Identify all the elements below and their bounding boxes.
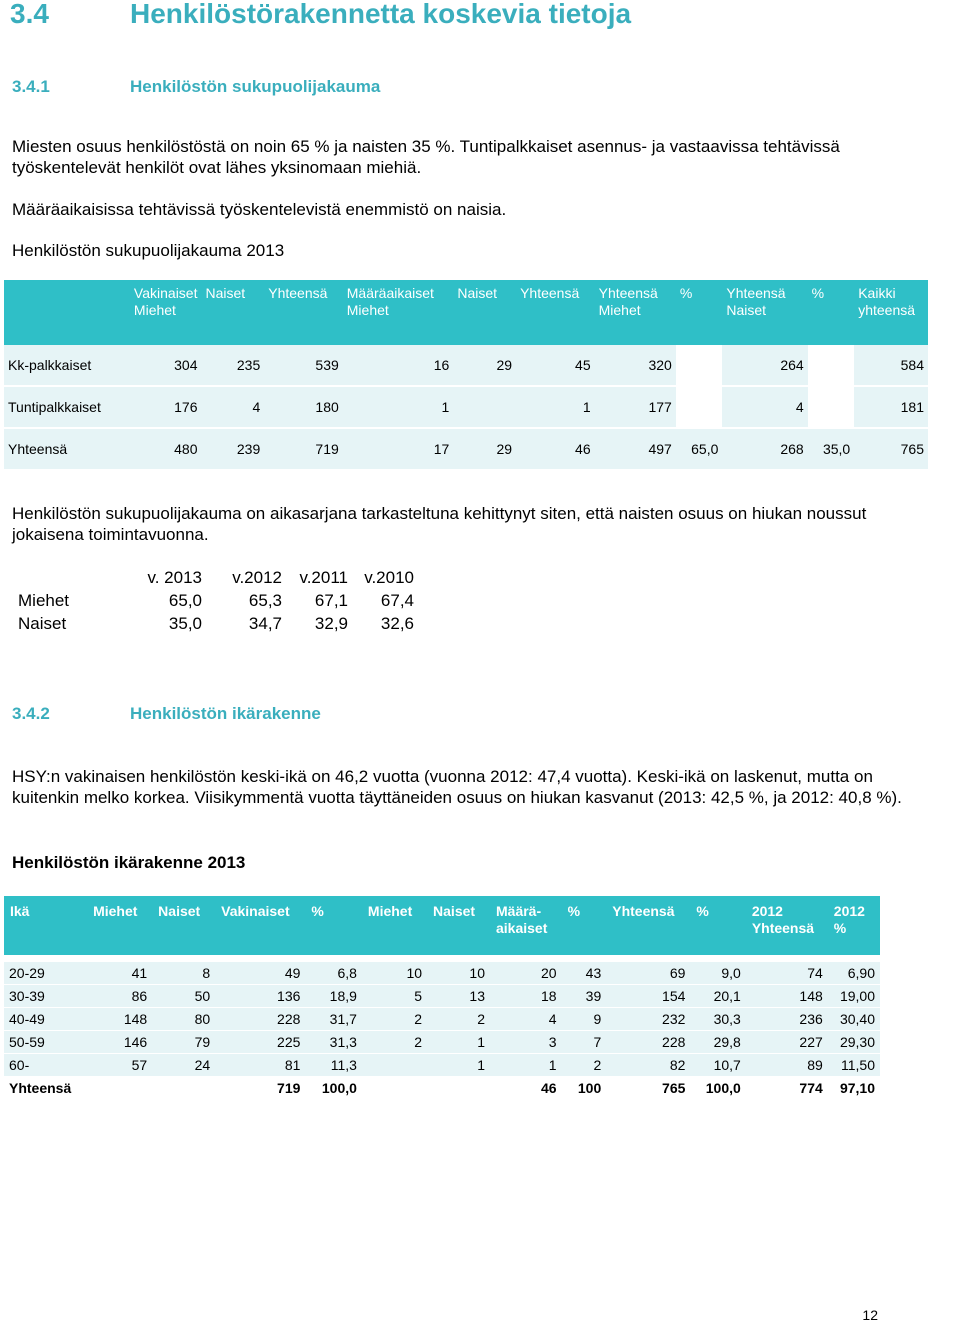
table-1-cell: 268 — [722, 428, 807, 470]
table-2-total-cell: 100 — [562, 1077, 607, 1100]
table-2-total-cell: 765 — [606, 1077, 690, 1100]
table-1-cell: 35,0 — [808, 428, 855, 470]
table-1-header: Kaikki yhteensä — [854, 280, 928, 345]
table-2-total-cell: 97,10 — [828, 1077, 880, 1100]
table-2-total-cell: 719 — [215, 1077, 305, 1100]
small-table-cell: Miehet — [18, 590, 70, 610]
table-1-cell: 1 — [516, 386, 595, 428]
small-table-cell: v. 2013 — [147, 567, 202, 587]
table-2-total-cell: Yhteensä — [4, 1077, 87, 1100]
table-2-cell: 148 — [746, 985, 828, 1008]
table-2-cell: 41 — [87, 962, 152, 985]
table-2-cell: 89 — [746, 1054, 828, 1077]
table-1-cell: 719 — [264, 428, 343, 470]
table-1-cell: 235 — [201, 345, 264, 386]
table-2-cell: 11,50 — [828, 1054, 880, 1077]
small-table-cell — [12, 566, 128, 589]
table-2-header: Ikä — [4, 896, 87, 955]
table-2-cell: 6,90 — [828, 962, 880, 985]
table-1-header: Naiset — [453, 280, 516, 345]
table-1-cell: 180 — [264, 386, 343, 428]
small-table-cell: v.2012 — [232, 567, 282, 587]
small-table-cell: v.2011 — [299, 567, 348, 587]
table-2-cell: 49 — [215, 962, 305, 985]
table-2-cell: 225 — [215, 1031, 305, 1054]
table-2-cell: 69 — [606, 962, 690, 985]
table-1-header: % — [676, 280, 723, 345]
table-2-header: 2012 Yhteensä — [746, 896, 828, 955]
table-2-cell: 20,1 — [690, 985, 745, 1008]
heading-number: 3.4 — [10, 0, 49, 29]
table-1-header: % — [808, 280, 855, 345]
table-1-cell: 497 — [595, 428, 676, 470]
table-2-cell: 31,7 — [305, 1008, 362, 1031]
gender-time-series-table — [12, 566, 414, 635]
table-row — [4, 1031, 880, 1054]
table-2-total-cell — [152, 1077, 215, 1100]
table-1-cell: 17 — [343, 428, 454, 470]
table-1-cell: Yhteensä — [4, 428, 130, 470]
table-total-row — [4, 1077, 880, 1100]
table-1-cell: 65,0 — [676, 428, 723, 470]
table-1-cell: 4 — [722, 386, 807, 428]
small-table-cell: 65,0 — [168, 590, 202, 610]
table-1-cell: 45 — [516, 345, 595, 386]
table-2-header: % — [690, 896, 745, 955]
table-row — [4, 345, 928, 386]
table-1-header — [4, 280, 130, 345]
table-1-header: Yhteensä Naiset — [722, 280, 807, 345]
table-2-cell: 79 — [152, 1031, 215, 1054]
table-1-title: Henkilöstön sukupuolijakauma 2013 — [12, 241, 285, 260]
table-2-cell — [362, 1054, 427, 1077]
table-2-title: Henkilöstön ikärakenne 2013 — [12, 853, 246, 872]
table-1-cell: 480 — [130, 428, 202, 470]
small-table-cell: 67,1 — [314, 590, 348, 610]
table-2-cell: 11,3 — [305, 1054, 362, 1077]
table-1-cell — [676, 386, 723, 428]
table-2-cell: 10 — [362, 962, 427, 985]
age-structure-table — [4, 896, 880, 1100]
heading-title: Henkilöstörakennetta koskevia tietoja — [130, 0, 632, 29]
table-2-cell: 60- — [4, 1054, 87, 1077]
table-2-total-cell — [362, 1077, 427, 1100]
table-2-cell: 82 — [606, 1054, 690, 1077]
table-2-cell: 7 — [562, 1031, 607, 1054]
table-2-header: % — [305, 896, 362, 955]
table-2-cell: 43 — [562, 962, 607, 985]
small-table-row — [12, 589, 414, 612]
table-2-total-cell: 100,0 — [690, 1077, 745, 1100]
paragraph-3: Henkilöstön sukupuolijakauma on aikasarjana tarkasteltuna kehittynyt siten, että naisten osuus on hiukan noussut jokaisena toimintavuonna. — [12, 504, 867, 544]
table-2-cell: 2 — [427, 1008, 490, 1031]
table-2-cell: 13 — [427, 985, 490, 1008]
table-2-cell: 20-29 — [4, 962, 87, 985]
table-2-header: Naiset — [152, 896, 215, 955]
table-1-cell: 584 — [854, 345, 928, 386]
section-2-number: 3.4.2 — [12, 704, 50, 723]
table-1-cell — [453, 386, 516, 428]
table-2-header: Naiset — [427, 896, 490, 955]
table-2-cell: 30,40 — [828, 1008, 880, 1031]
section-1-title: Henkilöstön sukupuolijakauma — [130, 77, 381, 96]
table-1-header: Määräaikaiset Miehet — [343, 280, 454, 345]
small-table-cell: 32,9 — [314, 613, 348, 633]
table-row — [4, 1054, 880, 1077]
table-2-cell: 4 — [490, 1008, 562, 1031]
table-2-cell: 236 — [746, 1008, 828, 1031]
table-2-cell: 136 — [215, 985, 305, 1008]
small-table-cell: 35,0 — [168, 613, 202, 633]
table-2-header: Määrä-aikaiset — [490, 896, 562, 955]
page-heading — [10, 0, 631, 30]
table-2-cell: 228 — [215, 1008, 305, 1031]
table-2-cell: 228 — [606, 1031, 690, 1054]
table-1-cell: Kk-palkkaiset — [4, 345, 130, 386]
table-1-header: Vakinaiset Miehet — [130, 280, 202, 345]
small-table-cell: Naiset — [18, 613, 67, 633]
table-2-total-cell: 46 — [490, 1077, 562, 1100]
table-2-cell: 227 — [746, 1031, 828, 1054]
table-2-cell: 146 — [87, 1031, 152, 1054]
table-2-cell: 2 — [362, 1008, 427, 1031]
table-2-cell: 50-59 — [4, 1031, 87, 1054]
table-2-cell: 29,30 — [828, 1031, 880, 1054]
table-2-cell: 1 — [427, 1054, 490, 1077]
table-2-cell: 24 — [152, 1054, 215, 1077]
table-2-cell: 2 — [362, 1031, 427, 1054]
table-1-cell: 264 — [722, 345, 807, 386]
small-table-row — [12, 566, 414, 589]
table-2-cell: 39 — [562, 985, 607, 1008]
table-1-cell: 239 — [201, 428, 264, 470]
table-2-cell: 10 — [427, 962, 490, 985]
table-2-cell: 232 — [606, 1008, 690, 1031]
table-1-header: Yhteensä Miehet — [595, 280, 676, 345]
table-2-header: Yhteensä — [606, 896, 690, 955]
table-1-header: Yhteensä — [516, 280, 595, 345]
table-2-total-cell: 100,0 — [305, 1077, 362, 1100]
table-1-cell: 765 — [854, 428, 928, 470]
table-2-header: % — [562, 896, 607, 955]
paragraph-1: Miesten osuus henkilöstöstä on noin 65 % ja naisten 35 %. Tuntipalkkaiset asennus- ja vastaavissa tehtävissä työskentelevät henkilöt ovat lähes yksinomaan miehiä. — [12, 137, 840, 177]
gender-distribution-table — [4, 280, 928, 471]
table-2-cell: 18 — [490, 985, 562, 1008]
table-2-cell: 20 — [490, 962, 562, 985]
table-2-cell: 6,8 — [305, 962, 362, 985]
table-1-cell: Tuntipalkkaiset — [4, 386, 130, 428]
table-1-cell: 177 — [595, 386, 676, 428]
section-heading-2 — [12, 704, 321, 724]
table-row — [4, 1008, 880, 1031]
table-2-cell: 1 — [427, 1031, 490, 1054]
table-2-cell: 2 — [562, 1054, 607, 1077]
table-2-header: Vakinaiset — [215, 896, 305, 955]
small-table-cell: v.2010 — [364, 567, 414, 587]
small-table-row — [12, 612, 414, 635]
table-2-cell: 50 — [152, 985, 215, 1008]
section-heading-1 — [12, 77, 380, 97]
table-2-cell: 9,0 — [690, 962, 745, 985]
table-2-header: Miehet — [362, 896, 427, 955]
table-1-cell: 320 — [595, 345, 676, 386]
table-2-cell: 40-49 — [4, 1008, 87, 1031]
small-table-cell: 65,3 — [248, 590, 282, 610]
table-2-cell: 3 — [490, 1031, 562, 1054]
table-row — [4, 962, 880, 985]
small-table-cell: 67,4 — [380, 590, 414, 610]
page-number: 12 — [862, 1307, 878, 1323]
table-2-cell: 30-39 — [4, 985, 87, 1008]
table-1-cell: 46 — [516, 428, 595, 470]
table-1-cell: 1 — [343, 386, 454, 428]
table-2-cell: 18,9 — [305, 985, 362, 1008]
table-2-cell: 81 — [215, 1054, 305, 1077]
table-2-cell: 29,8 — [690, 1031, 745, 1054]
table-2-cell: 31,3 — [305, 1031, 362, 1054]
table-1-cell: 539 — [264, 345, 343, 386]
table-2-cell: 30,3 — [690, 1008, 745, 1031]
section-1-number: 3.4.1 — [12, 77, 50, 96]
table-2-total-cell — [427, 1077, 490, 1100]
section-2-title: Henkilöstön ikärakenne — [130, 704, 321, 723]
table-1-cell — [808, 386, 855, 428]
table-2-header: 2012 % — [828, 896, 880, 955]
table-1-cell: 304 — [130, 345, 202, 386]
table-1-header: Naiset — [201, 280, 264, 345]
table-1-cell — [808, 345, 855, 386]
table-2-cell: 9 — [562, 1008, 607, 1031]
table-2-cell: 10,7 — [690, 1054, 745, 1077]
table-row — [4, 428, 928, 470]
table-2-cell: 1 — [490, 1054, 562, 1077]
table-2-total-cell: 774 — [746, 1077, 828, 1100]
table-1-cell: 29 — [453, 428, 516, 470]
table-1-cell: 176 — [130, 386, 202, 428]
small-table-cell: 32,6 — [380, 613, 414, 633]
table-2-cell: 19,00 — [828, 985, 880, 1008]
table-row — [4, 985, 880, 1008]
small-table-cell: 34,7 — [248, 613, 282, 633]
table-1-cell: 181 — [854, 386, 928, 428]
table-row — [4, 386, 928, 428]
table-2-cell: 86 — [87, 985, 152, 1008]
table-1-header: Yhteensä — [264, 280, 343, 345]
table-2-cell: 154 — [606, 985, 690, 1008]
paragraph-2: Määräaikaisissa tehtävissä työskentelevistä enemmistö on naisia. — [12, 200, 507, 219]
table-1-cell: 4 — [201, 386, 264, 428]
table-1-cell — [676, 345, 723, 386]
table-1-cell: 16 — [343, 345, 454, 386]
paragraph-4: HSY:n vakinaisen henkilöstön keski-ikä on 46,2 vuotta (vuonna 2012: 47,4 vuotta). Keski-ikä on laskenut, mutta on kuitenkin melko korkea. Viisikymmentä vuotta täyttäneiden osuus on hiukan kasvanut (2013: 42,5 %, ja 2012: 40,8 %). — [12, 767, 902, 807]
table-2-header: Miehet — [87, 896, 152, 955]
table-2-cell: 57 — [87, 1054, 152, 1077]
table-1-cell: 29 — [453, 345, 516, 386]
table-2-cell: 8 — [152, 962, 215, 985]
table-2-total-cell — [87, 1077, 152, 1100]
table-2-cell: 80 — [152, 1008, 215, 1031]
table-2-cell: 148 — [87, 1008, 152, 1031]
table-2-cell: 5 — [362, 985, 427, 1008]
table-2-cell: 74 — [746, 962, 828, 985]
